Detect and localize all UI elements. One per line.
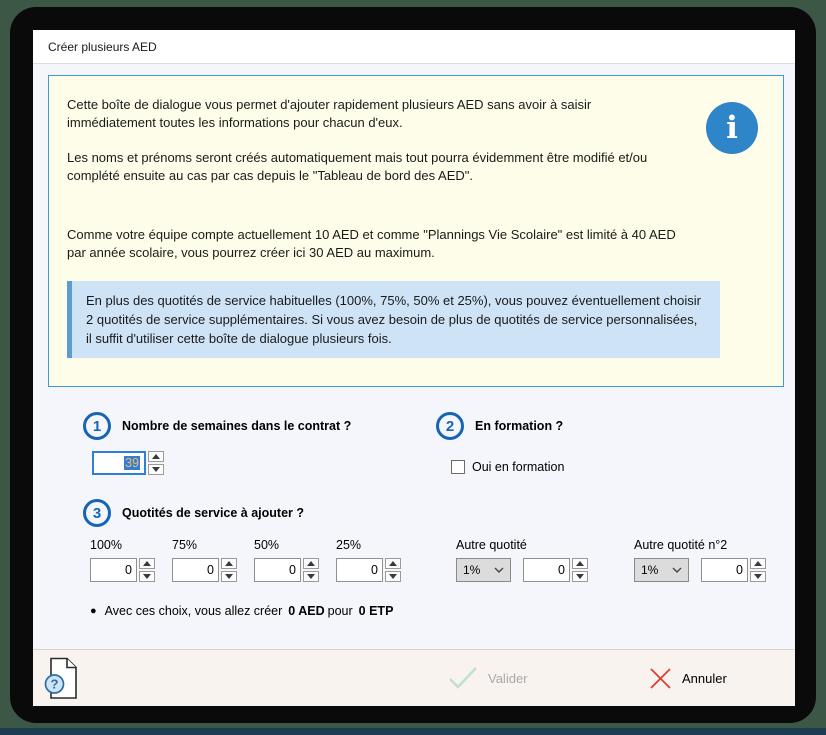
custom-quota-1-spin-down-button[interactable]: [572, 571, 588, 582]
quota-100-spin-up-button[interactable]: [139, 558, 155, 569]
chevron-down-icon: [672, 567, 682, 573]
custom-quota-col-1: [456, 538, 588, 582]
weeks-spin-down-button[interactable]: [148, 464, 164, 475]
create-multiple-aed-dialog: [33, 30, 795, 706]
info-icon: i: [706, 102, 758, 154]
validate-button-label: Valider: [488, 670, 528, 686]
creation-summary: [90, 604, 795, 618]
quota-25-label: 25%: [336, 538, 362, 552]
dialog-content: [33, 64, 795, 649]
custom-quota-1-selected-value: 1%: [463, 563, 481, 577]
custom-quota-1-label: Autre quotité: [456, 538, 527, 552]
info-paragraph-2: Les noms et prénoms seront créés automatiquement mais tout pourra évidemment être modifié et/ou complété ensuite au cas par cas depuis le "Tableau de bord des AED".: [67, 149, 648, 184]
help-button[interactable]: [44, 657, 80, 704]
quota-50-spin-down-button[interactable]: [303, 571, 319, 582]
quota-50-input[interactable]: 0: [254, 558, 301, 582]
section-2-number-badge: 2: [436, 412, 464, 440]
quota-50-spin-up-button[interactable]: [303, 558, 319, 569]
quota-100-input[interactable]: 0: [90, 558, 137, 582]
quota-row: [90, 538, 795, 582]
spin-up-icon: [152, 454, 160, 459]
formation-question-label: En formation ?: [475, 419, 564, 433]
spin-up-icon: [754, 561, 762, 566]
quota-col-75: [172, 538, 238, 582]
spin-down-icon: [389, 574, 397, 579]
quota-75-input[interactable]: 0: [172, 558, 219, 582]
dialog-title: Créer plusieurs AED: [48, 39, 157, 54]
summary-connector: pour: [327, 604, 353, 618]
quota-25-spin-down-button[interactable]: [385, 571, 401, 582]
spin-up-icon: [225, 561, 233, 566]
section-formation: [436, 412, 564, 475]
summary-etp-count: 0 ETP: [358, 604, 394, 618]
custom-quota-1-input[interactable]: 0: [523, 558, 570, 582]
custom-quota-2-spin-down-button[interactable]: [750, 571, 766, 582]
spin-up-icon: [576, 561, 584, 566]
section-3-number-badge: 3: [83, 499, 111, 527]
quotas-question-label: Quotités de service à ajouter ?: [122, 506, 305, 520]
help-doc-icon: [44, 657, 80, 701]
spin-down-icon: [754, 574, 762, 579]
cancel-button[interactable]: [649, 650, 727, 706]
spin-up-icon: [389, 561, 397, 566]
custom-quota-2-input[interactable]: 0: [701, 558, 748, 582]
quota-75-spin-up-button[interactable]: [221, 558, 237, 569]
weeks-value-selected: 39: [125, 456, 139, 470]
info-paragraph-1: Cette boîte de dialogue vous permet d'ajouter rapidement plusieurs AED sans avoir à saisir immédiatement toutes les informations pour chacun d'eux.: [67, 97, 592, 131]
info-paragraph-3: Comme votre équipe compte actuellement 10 AED et comme "Plannings Vie Scolaire" est limité à 40 AED par année scolaire, vous pourrez créer ici 30 AED au maximum.: [67, 226, 676, 261]
custom-quota-2-select[interactable]: [634, 558, 689, 582]
quota-100-spin-down-button[interactable]: [139, 571, 155, 582]
spin-up-icon: [307, 561, 315, 566]
quota-col-50: [254, 538, 320, 582]
quota-col-25: [336, 538, 402, 582]
quota-75-label: 75%: [172, 538, 198, 552]
spin-down-icon: [143, 574, 151, 579]
quota-75-spin-down-button[interactable]: [221, 571, 237, 582]
check-icon: [448, 666, 478, 690]
form-sections: [33, 387, 795, 618]
spin-down-icon: [307, 574, 315, 579]
title-bar: [33, 30, 795, 64]
cancel-button-label: Annuler: [682, 670, 727, 686]
formation-checkbox-label: Oui en formation: [472, 460, 565, 474]
custom-quota-1-select[interactable]: [456, 558, 511, 582]
info-panel: [48, 75, 784, 387]
quota-25-input[interactable]: 0: [336, 558, 383, 582]
bullet-icon: ●: [90, 605, 97, 617]
note-box: En plus des quotités de service habituelles (100%, 75%, 50% et 25%), vous pouvez éventuellement choisir 2 quotités de service supplémentaires. Si vous avez besoin de plus de quotités de service personnalisées, il suffit d'utiliser cette boîte de dialogue plusieurs fois.: [67, 281, 720, 359]
validate-button[interactable]: [448, 650, 528, 706]
weeks-spinner: [92, 451, 164, 475]
quota-50-label: 50%: [254, 538, 280, 552]
quota-100-label: 100%: [90, 538, 122, 552]
custom-quota-1-spin-up-button[interactable]: [572, 558, 588, 569]
backdrop-bottom-strip: [0, 728, 826, 735]
footer-bar: [33, 649, 795, 706]
custom-quota-2-label: Autre quotité n°2: [634, 538, 728, 552]
custom-quota-2-spin-up-button[interactable]: [750, 558, 766, 569]
spin-down-icon: [152, 467, 160, 472]
summary-aed-count: 0 AED: [288, 604, 325, 618]
formation-checkbox[interactable]: [451, 460, 465, 474]
spin-down-icon: [225, 574, 233, 579]
section-1-number-badge: 1: [83, 412, 111, 440]
section-weeks: [83, 412, 436, 475]
spin-up-icon: [143, 561, 151, 566]
svg-text:?: ?: [50, 676, 59, 692]
spin-down-icon: [576, 574, 584, 579]
custom-quota-2-selected-value: 1%: [641, 563, 659, 577]
custom-quota-col-2: [634, 538, 766, 582]
chevron-down-icon: [494, 567, 504, 573]
quota-25-spin-up-button[interactable]: [385, 558, 401, 569]
weeks-spin-up-button[interactable]: [148, 451, 164, 462]
weeks-question-label: Nombre de semaines dans le contrat ?: [122, 419, 352, 433]
section-quotas: [83, 499, 795, 527]
summary-prefix: Avec ces choix, vous allez créer: [104, 604, 283, 618]
weeks-input[interactable]: [92, 451, 146, 475]
x-icon: [649, 667, 672, 690]
quota-col-100: [90, 538, 156, 582]
